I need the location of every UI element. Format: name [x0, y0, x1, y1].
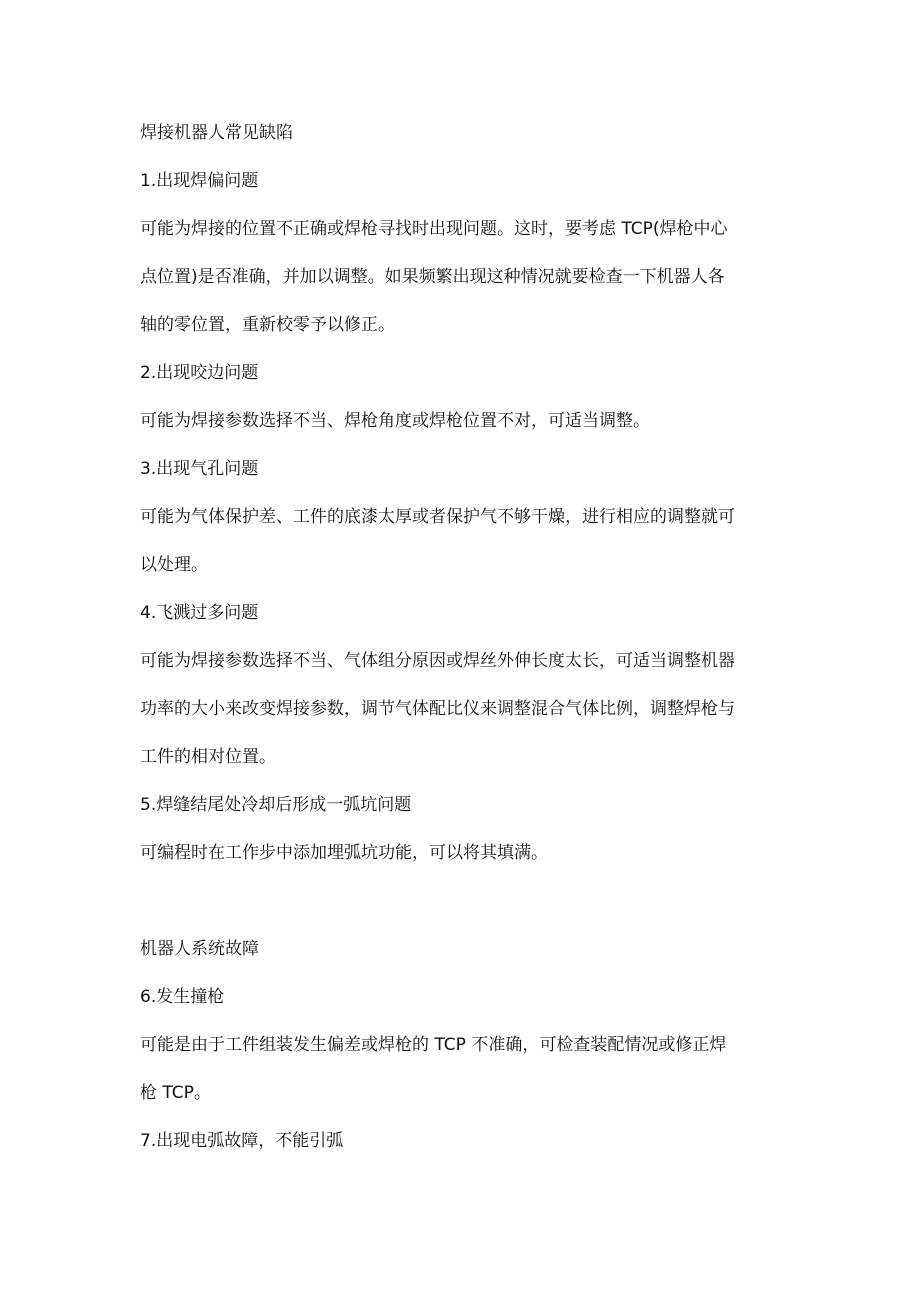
item-heading: 3.出现气孔问题: [140, 459, 259, 479]
paragraph-line: 可编程时在工作步中添加埋弧坑功能，可以将其填满。: [140, 843, 548, 863]
section-spacer: [140, 877, 790, 925]
paragraph-line: 可能为焊接参数选择不当、气体组分原因或焊丝外伸长度太长，可适当调整机器: [140, 651, 735, 671]
paragraph-line: 工件的相对位置。: [140, 747, 276, 767]
paragraph-line: 点位置)是否准确，并加以调整。如果频繁出现这种情况就要检查一下机器人各: [140, 267, 725, 287]
item-heading: 2.出现咬边问题: [140, 363, 259, 383]
item-heading: 1.出现焊偏问题: [140, 171, 259, 191]
paragraph-line: 可能是由于工件组装发生偏差或焊枪的 TCP 不准确，可检查装配情况或修正焊: [140, 1035, 727, 1055]
paragraph-line: 以处理。: [140, 555, 208, 575]
paragraph-line: 可能为焊接的位置不正确或焊枪寻找时出现问题。这时，要考虑 TCP(焊枪中心: [140, 219, 728, 239]
item-heading: 4.飞溅过多问题: [140, 603, 259, 623]
item-heading: 7.出现电弧故障，不能引弧: [140, 1131, 344, 1151]
document-body: [140, 109, 790, 1165]
item-heading: 5.焊缝结尾处冷却后形成一弧坑问题: [140, 795, 412, 815]
paragraph-line: 枪 TCP。: [140, 1083, 211, 1103]
paragraph-line: 可能为气体保护差、工件的底漆太厚或者保护气不够干燥，进行相应的调整就可: [140, 507, 735, 527]
paragraph-line: 功率的大小来改变焊接参数，调节气体配比仪来调整混合气体比例，调整焊枪与: [140, 699, 735, 719]
paragraph-line: 轴的零位置，重新校零予以修正。: [140, 315, 395, 335]
section-title: 焊接机器人常见缺陷: [140, 123, 293, 143]
section-title: 机器人系统故障: [140, 939, 259, 959]
item-heading: 6.发生撞枪: [140, 987, 225, 1007]
paragraph-line: 可能为焊接参数选择不当、焊枪角度或焊枪位置不对，可适当调整。: [140, 411, 650, 431]
